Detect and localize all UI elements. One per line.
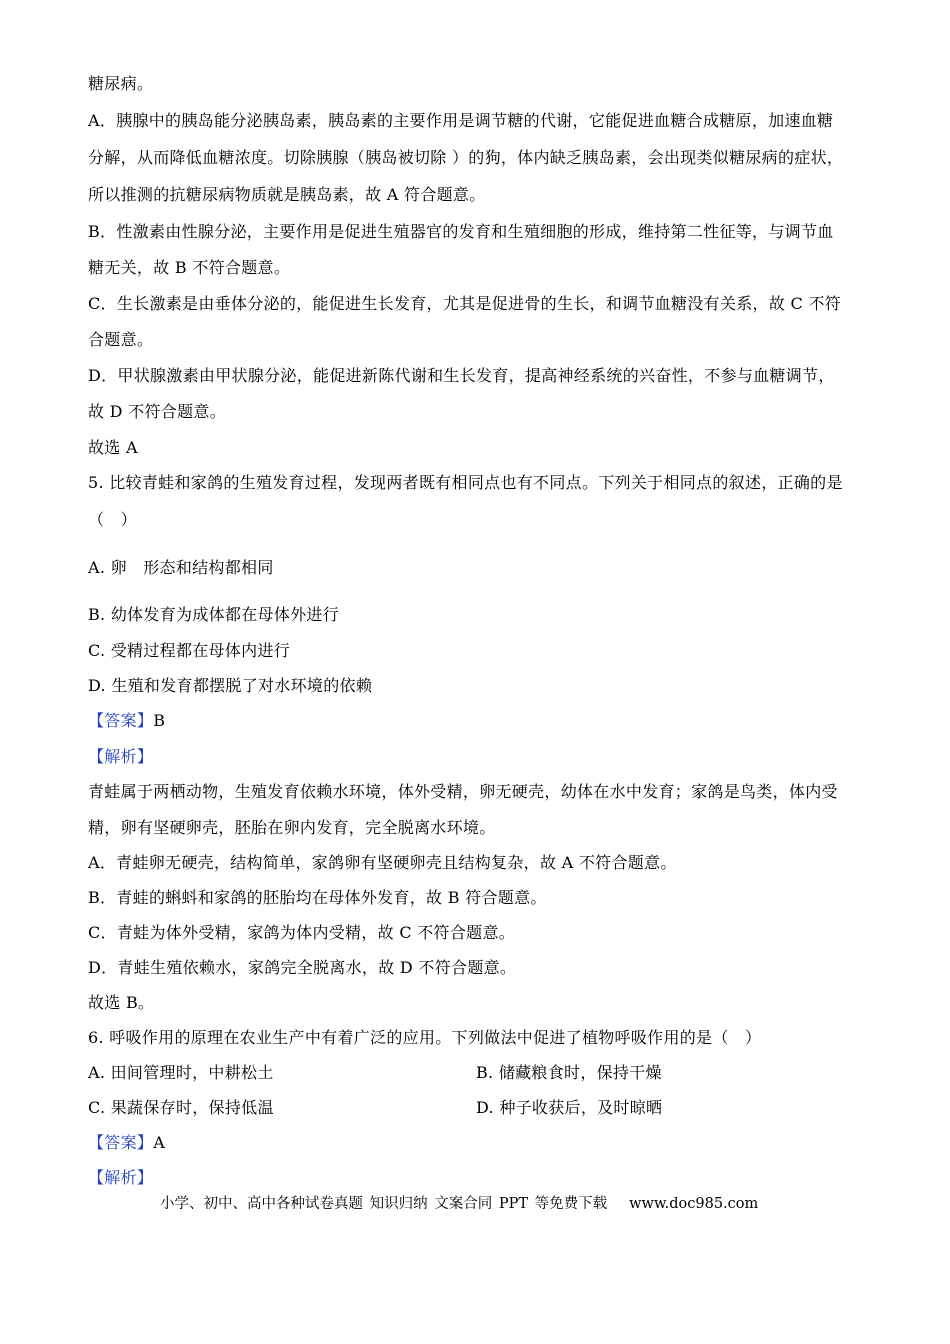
text-line: 糖无关，故 B 不符合题意。: [88, 258, 291, 277]
analysis-5-label: 【解析】: [88, 747, 154, 766]
answer-5: [88, 711, 165, 731]
analysis-line: 青蛙属于两栖动物，生殖发育依赖水环境，体外受精，卵无硬壳，幼体在水中发育；家鸽是鸟类，体内受: [88, 782, 838, 801]
text-line: C．生长激素是由垂体分泌的，能促进生长发育，尤其是促进骨的生长，和调节血糖没有关系，故 C 不符: [88, 294, 842, 313]
analysis-line: C．青蛙为体外受精，家鸽为体内受精，故 C 不符合题意。: [88, 923, 516, 942]
option-d: D. 种子收获后，及时晾晒: [476, 1098, 663, 1117]
answer-value: A: [153, 1133, 166, 1152]
page-footer: [160, 1192, 758, 1213]
text-line: 糖尿病。: [88, 74, 154, 93]
footer-url[interactable]: www.doc985.com: [629, 1196, 759, 1212]
option-b: B. 幼体发育为成体都在母体外进行: [88, 605, 340, 624]
text-line: 分解，从而降低血糖浓度。切除胰腺（胰岛被切除 ）的狗，体内缺乏胰岛素，会出现类似糖尿病的症状，: [88, 148, 844, 167]
footer-text: 小学、初中、高中各种试卷真题 知识归纳 文案合同 PPT 等免费下载: [160, 1196, 608, 1212]
question-5-stem: 5. 比较青蛙和家鸽的生殖发育过程，发现两者既有相同点也有不同点。下列关于相同点的叙述，正确的是: [88, 473, 843, 492]
answer-value: B: [153, 711, 166, 730]
text-line: 故选 A: [88, 438, 138, 457]
option-a: A. 卵 形态和结构都相同: [88, 558, 274, 577]
option-b: B. 储藏粮食时，保持干燥: [476, 1063, 662, 1082]
answer-label: 【答案】: [88, 1133, 154, 1152]
analysis-line: D．青蛙生殖依赖水，家鸽完全脱离水，故 D 不符合题意。: [88, 958, 517, 977]
analysis-6-label: 【解析】: [88, 1168, 154, 1187]
analysis-line: A．青蛙卵无硬壳，结构简单，家鸽卵有坚硬卵壳且结构复杂，故 A 不符合题意。: [88, 853, 677, 872]
answer-6: [88, 1133, 165, 1153]
text-line: 所以推测的抗糖尿病物质就是胰岛素，故 A 符合题意。: [88, 185, 486, 204]
answer-label: 【答案】: [88, 711, 154, 730]
option-c: C. 果蔬保存时，保持低温: [88, 1098, 274, 1117]
text-line: D．甲状腺激素由甲状腺分泌，能促进新陈代谢和生长发育，提高神经系统的兴奋性，不参与血糖调节，: [88, 366, 835, 385]
option-c: C. 受精过程都在母体内进行: [88, 641, 291, 660]
analysis-line: B．青蛙的蝌蚪和家鸽的胚胎均在母体外发育，故 B 符合题意。: [88, 888, 547, 907]
analysis-line: 精，卵有坚硬卵壳，胚胎在卵内发育，完全脱离水环境。: [88, 818, 496, 837]
analysis-line: 故选 B。: [88, 993, 155, 1012]
text-line: B．性激素由性腺分泌，主要作用是促进生殖器官的发育和生殖细胞的形成，维持第二性征等，与调节血: [88, 222, 834, 241]
question-6-stem: 6. 呼吸作用的原理在农业生产中有着广泛的应用。下列做法中促进了植物呼吸作用的是（ ）: [88, 1028, 762, 1047]
option-a: A. 田间管理时，中耕松土: [88, 1063, 274, 1082]
option-d: D. 生殖和发育都摆脱了对水环境的依赖: [88, 676, 373, 695]
text-line: 故 D 不符合题意。: [88, 402, 227, 421]
text-line: 合题意。: [88, 330, 154, 349]
text-line: A．胰腺中的胰岛能分泌胰岛素，胰岛素的主要作用是调节糖的代谢，它能促进血糖合成糖原，加速血糖: [88, 111, 834, 130]
question-5-blank: （ ）: [88, 510, 137, 529]
